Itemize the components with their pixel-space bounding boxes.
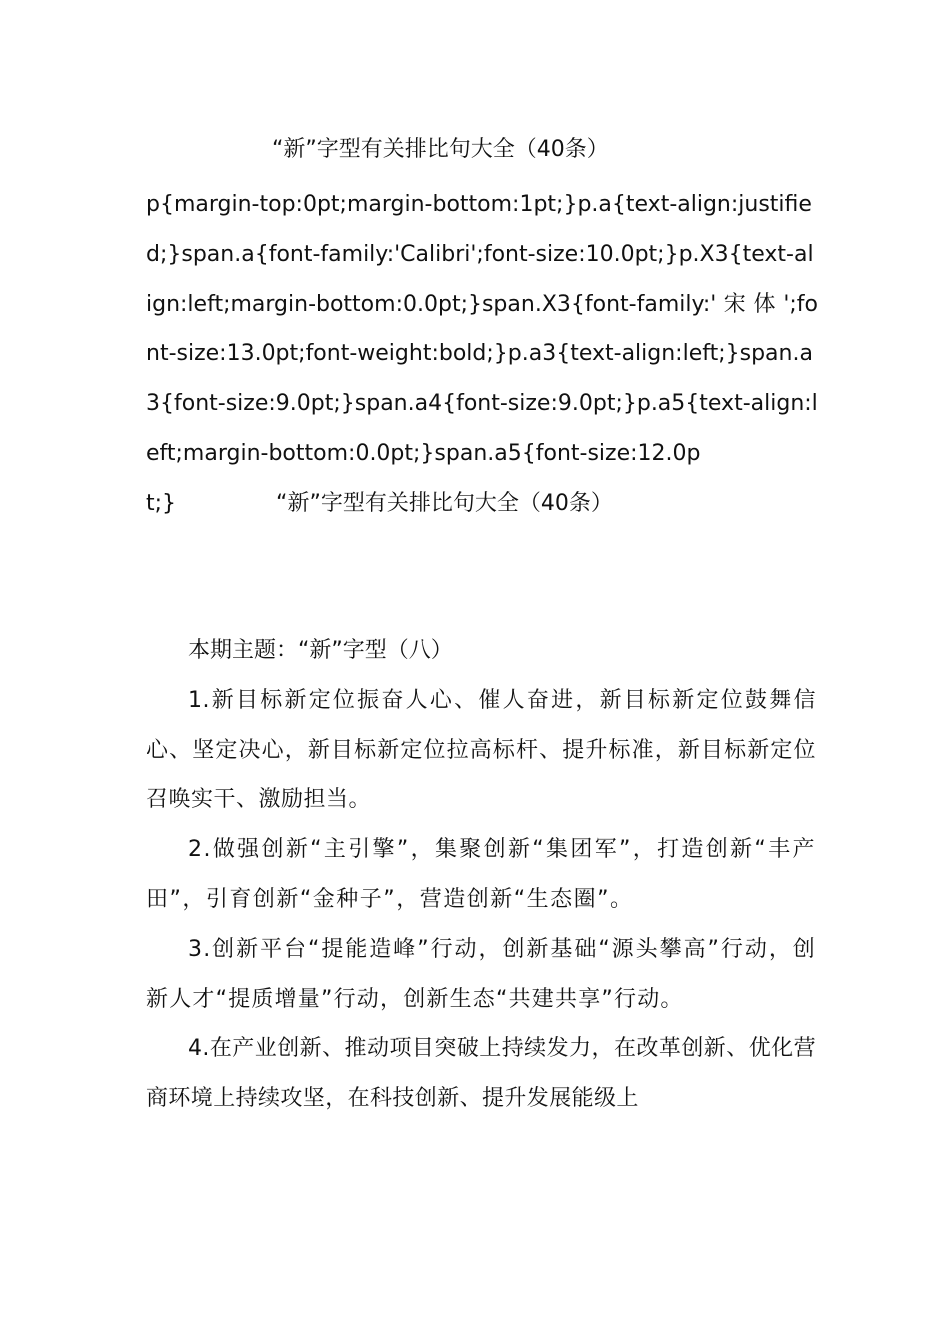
css-text: p{margin-top:0pt;margin-bottom:1pt;}p.a{text-align:justified;}span.a{font-family:'Calibri';font-size:10.0pt;}p.X3{text-align:left;margin-bottom:0.0pt;}span.X3{font-family:' 宋 体 ';font-size:13.0pt;font-weight:bold;}p.a3{text-align:left;}span.a3{font-size:9.0pt;}span.a4{font-size:9.0pt;}p.a5{text-align:left;margin-bottom:0.0pt;}span.a5{font-size:12.0pt;} xyxy=(146,192,818,516)
list-item: 4.在产业创新、推动项目突破上持续发力，在改革创新、优化营商环境上持续攻坚，在科技创新、提升发展能级上 xyxy=(146,1036,816,1112)
list-item: 1.新目标新定位振奋人心、催人奋进，新目标新定位鼓舞信心、坚定决心，新目标新定位拉高标杆、提升标准，新目标新定位召唤实干、激励担当。 xyxy=(146,687,816,813)
list-item: 2.做强创新“主引擎”，集聚创新“集团军”，打造创新“丰产田”，引育创新“金种子”，营造创新“生态圈”。 xyxy=(146,837,816,912)
document-title: “新”字型有关排比句大全（40条） xyxy=(272,137,609,162)
inline-title: “新”字型有关排比句大全（40条） xyxy=(276,490,613,516)
document-body xyxy=(146,626,816,1124)
subtitle: 本期主题：“新”字型（八） xyxy=(188,638,453,663)
list-item: 3.创新平台“提能造峰”行动，创新基础“源头攀高”行动，创新人才“提质增量”行动，创新生态“共建共享”行动。 xyxy=(146,936,816,1012)
leaked-css-text xyxy=(146,180,818,529)
